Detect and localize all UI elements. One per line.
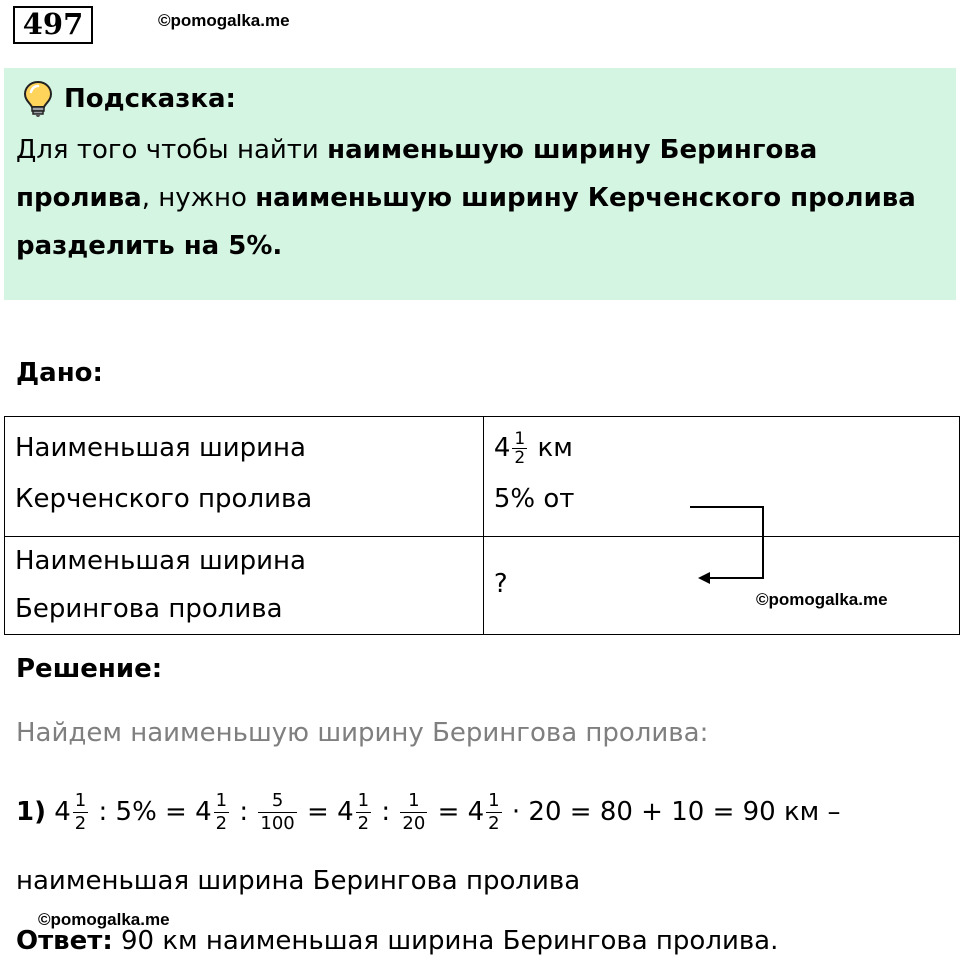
calc-fraction [356,790,371,835]
given-name-cell [5,417,484,537]
watermark-top: ©pomogalka.me [158,11,290,30]
calc-whole: 4 [467,797,485,827]
calc-fraction [258,790,296,835]
given-value-kerch [494,423,959,474]
given-relation: 5% от [493,484,575,514]
answer [16,926,778,956]
solution-label: Решение: [16,654,163,684]
calc-operator: = [307,797,329,827]
given-name-cell [5,537,484,635]
watermark-table: ©pomogalka.me [756,590,888,609]
relation-arrow [690,495,780,590]
fraction-denominator: 2 [357,813,370,834]
hint-bold-2: наименьшую ширину Керченского пролива разделить на 5%. [16,183,916,261]
hint-text [16,126,916,270]
solution-step-1 [16,782,841,842]
solution-intro: Найдем наименьшую ширину Берингова пролива: [16,718,709,748]
answer-label: Ответ: [16,926,113,956]
calc-fraction [73,790,88,835]
calc-fraction [486,790,501,835]
hint-text-2: , нужно [141,183,256,213]
given-name-line: Керченского пролива [15,484,313,514]
hint-title-text: Подсказка: [64,84,236,114]
value-whole: 4 [493,433,511,463]
calc-result: · 20 = 80 + 10 = 90 км – [511,797,841,827]
solution-result-text: наименьшая ширина Берингова пролива [16,866,581,896]
table-row [5,537,960,635]
calc-whole: 4 [337,797,354,827]
given-name-line: Наименьшая ширина [15,546,306,576]
given-name-line: Наименьшая ширина [15,433,306,463]
fraction-numerator: 1 [488,790,500,811]
fraction-numerator: 1 [357,790,370,811]
fraction-denominator: 2 [514,448,526,468]
calc-fraction [400,790,427,835]
problem-number: 497 [13,6,93,44]
fraction-denominator: 2 [488,813,500,834]
fraction-numerator: 1 [400,790,427,813]
value-fraction [512,430,527,467]
fraction-numerator: 5 [258,790,296,813]
table-row [5,417,960,537]
given-label: Дано: [16,358,103,388]
fraction-numerator: 1 [514,429,526,449]
watermark-bottom: ©pomogalka.me [38,910,170,929]
fraction-numerator: 1 [215,790,228,811]
value-unit: км [537,433,573,463]
given-name-line: Берингова пролива [15,594,283,624]
calc-operator: = [437,797,460,827]
calc-operator: : 5% = [98,797,187,827]
hint-text-1: Для того чтобы найти [16,135,328,165]
calc-whole: 4 [195,797,212,827]
hint-title [22,80,236,118]
calc-operator: : [381,797,391,827]
calc-fraction [214,790,229,835]
given-unknown: ? [493,569,508,599]
fraction-numerator: 1 [74,790,87,811]
fraction-denominator: 20 [402,813,426,834]
step-number: 1) [16,797,46,827]
hint-bold-1: наименьшую ширину Берингова пролива [16,135,818,213]
calc-operator: : [239,797,249,827]
lightbulb-icon [22,80,54,118]
answer-text: 90 км наименьшая ширина Берингова пролива. [112,926,779,956]
fraction-denominator: 2 [215,813,228,834]
fraction-denominator: 2 [74,813,87,834]
fraction-denominator: 100 [260,813,295,834]
calc-whole: 4 [54,797,71,827]
